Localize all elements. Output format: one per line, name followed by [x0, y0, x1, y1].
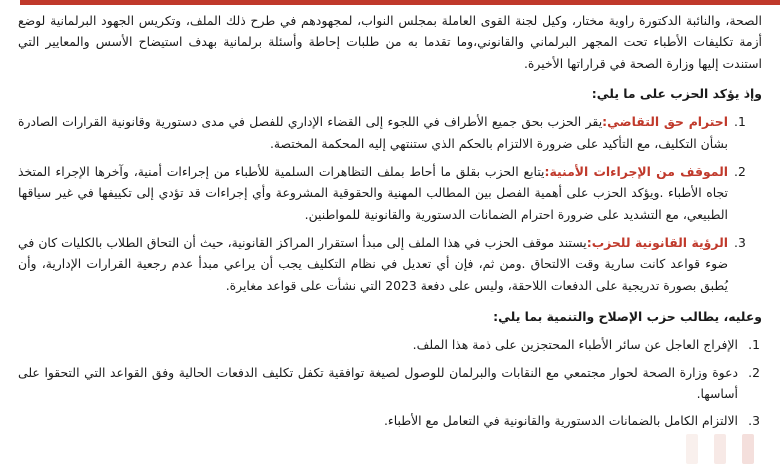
list-item-body: الالتزام الكامل بالضمانات الدستورية والقانونية في التعامل مع الأطباء.	[383, 413, 738, 429]
list-item-body: الإفراج العاجل عن سائر الأطباء المحتجزين على ذمة هذا الملف.	[412, 337, 738, 353]
list-item	[18, 334, 762, 355]
document-body	[18, 10, 762, 470]
list-item-body: يتابع الحزب بقلق ما أحاط بملف التظاهرات السلمية للأطباء من إجراءات أمنية، وآخرها الإجراء المتخذ تجاه الأطباء .ويؤكد الحزب على أهمية الفصل بين المطالب المهنية والحقوقية المشروعة وأي إجراءات قد تؤدي إلى تكييفها في غير سياقها الطبيعي، مع التشديد على ضرورة احترام الضمانات الدستورية والقانونية للمواطنين.	[18, 163, 728, 222]
transition-line: وإذ يؤكد الحزب على ما يلي:	[591, 85, 762, 101]
list-item-body: دعوة وزارة الصحة لحوار مجتمعي مع النقابات والبرلمان للوصول لصيغة توافقية تكفل تكليف الدفعات الحالية وفق القواعد التي التحقوا على أساسها.	[18, 364, 738, 401]
list-item-body: يستند موقف الحزب في هذا الملف إلى مبدأ استقرار المراكز القانونية، حيث أن التحاق الطلاب بالكليات كان في ضوء قواعد كانت سارية وقت الالتحاق .ومن ثم، فإن أي تعديل في نظام التكليف يجب أن يراعي مبدأ عدم رجعية القرارات الإدارية، وأن يُطبق بصورة تدريجية على الدفعات اللاحقة، وليس على دفعة 2023 التي نشأت على قواعد مغايرة.	[18, 234, 728, 293]
list-item	[18, 161, 762, 225]
decoration-mark	[714, 434, 726, 464]
list-item-number: 3.	[748, 413, 760, 429]
list-item-body: يقر الحزب بحق جميع الأطراف في اللجوء إلى القضاء الإداري للفصل في مدى دستورية وقانونية القرارات الصادرة بشأن التكليف، مع التأكيد على ضرورة الالتزام بالحكم الذي ستنتهي إليه المحكمة المختصة.	[18, 114, 728, 151]
list-item	[18, 232, 762, 296]
decoration-mark	[742, 434, 754, 464]
top-accent-rule	[20, 0, 780, 5]
opening-paragraph: الصحة، والنائبة الدكتورة راوية مختار، وكيل لجنة القوى العاملة بمجلس النواب، لمجهودهم في طرح ذلك الملف، وتكريس الجهود البرلمانية لوضع أزمة تكليفات الأطباء تحت المجهر البرلماني والقانوني،وما تقدما به من طلبات إحاطة وأسئلة برلمانية بهدف استيضاح الأسس والمعايير التي استندت إليها وزارة الصحة في قراراتها الأخيرة.	[18, 13, 762, 71]
list-item	[18, 410, 762, 431]
list-item-number: 2.	[748, 364, 760, 380]
decoration-mark	[686, 434, 698, 464]
list-item-number: 3.	[734, 234, 746, 250]
list-item-term: الموقف من الإجراءات الأمنية:	[544, 163, 728, 179]
list-item-number: 1.	[748, 337, 760, 353]
demands-heading: وعليه، يطالب حزب الإصلاح والتنمية بما يلي:	[493, 308, 762, 324]
list-item	[18, 362, 762, 405]
list-item	[18, 111, 762, 154]
list-item-number: 2.	[734, 163, 746, 179]
list-item-number: 1.	[734, 114, 746, 130]
footer-decoration	[686, 434, 754, 464]
points-list	[18, 111, 762, 296]
demands-list	[18, 334, 762, 431]
list-item-term: احترام حق التقاضي:	[602, 114, 728, 130]
list-item-term: الرؤية القانونية للحزب:	[586, 234, 728, 250]
